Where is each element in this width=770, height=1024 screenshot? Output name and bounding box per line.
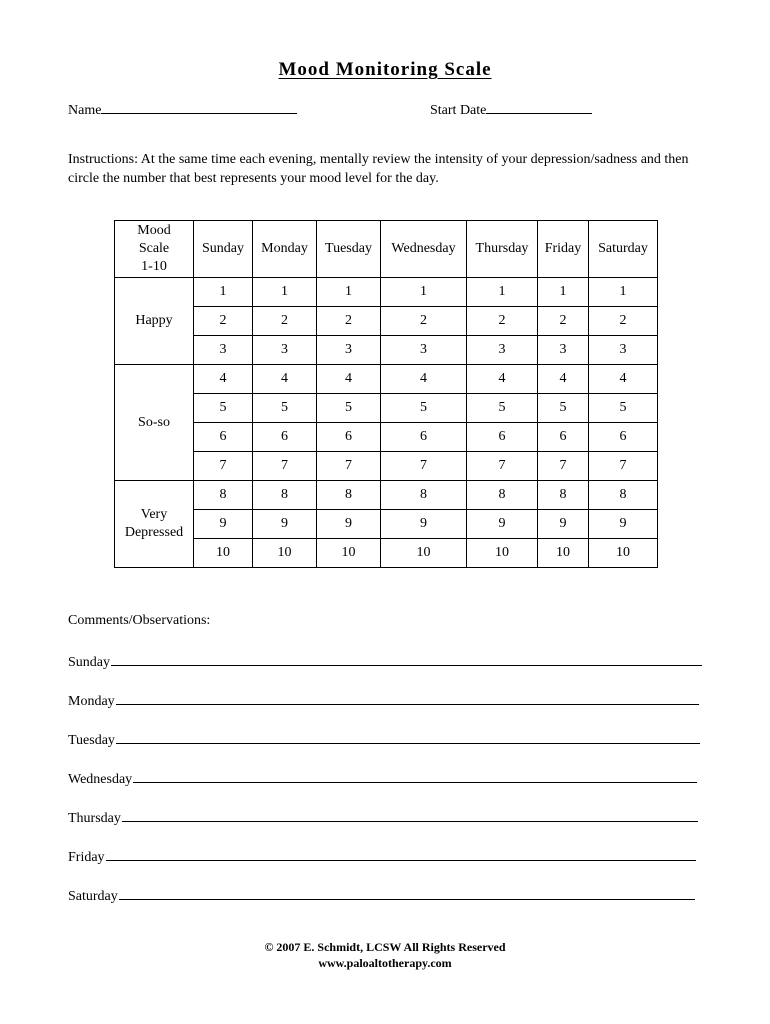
- name-label: Name: [68, 103, 102, 118]
- day-header-tuesday: Tuesday: [317, 221, 381, 278]
- mood-level-cell[interactable]: 4: [317, 365, 381, 394]
- table-body: [115, 278, 658, 568]
- table-row: [115, 539, 658, 568]
- mood-level-cell[interactable]: 2: [194, 307, 253, 336]
- mood-level-cell[interactable]: 7: [194, 452, 253, 481]
- mood-level-cell[interactable]: 3: [381, 336, 467, 365]
- comments-heading: Comments/Observations:: [68, 613, 211, 628]
- start-date-blank[interactable]: [486, 101, 592, 114]
- mood-level-cell[interactable]: 4: [538, 365, 589, 394]
- mood-level-cell[interactable]: 10: [317, 539, 381, 568]
- mood-level-cell[interactable]: 3: [194, 336, 253, 365]
- table-row: [115, 481, 658, 510]
- mood-level-cell[interactable]: 10: [467, 539, 538, 568]
- mood-level-cell[interactable]: 5: [317, 394, 381, 423]
- mood-level-cell[interactable]: 1: [589, 278, 658, 307]
- mood-level-cell[interactable]: 7: [467, 452, 538, 481]
- comment-blank[interactable]: [133, 769, 697, 783]
- mood-level-cell[interactable]: 2: [253, 307, 317, 336]
- mood-level-cell[interactable]: 2: [467, 307, 538, 336]
- mood-level-cell[interactable]: 2: [317, 307, 381, 336]
- mood-level-cell[interactable]: 1: [317, 278, 381, 307]
- mood-scale-header-line: 1-10: [141, 259, 167, 274]
- mood-group-label-line: So-so: [138, 414, 170, 430]
- mood-level-cell[interactable]: 2: [381, 307, 467, 336]
- website-text: www.paloaltotherapy.com: [318, 956, 452, 970]
- day-header-thursday: Thursday: [467, 221, 538, 278]
- mood-level-cell[interactable]: 1: [253, 278, 317, 307]
- mood-level-cell[interactable]: 9: [253, 510, 317, 539]
- table-row: [115, 336, 658, 365]
- mood-scale-header: [115, 221, 194, 278]
- table-row: [115, 278, 658, 307]
- mood-level-cell[interactable]: 10: [253, 539, 317, 568]
- mood-level-cell[interactable]: 6: [381, 423, 467, 452]
- copyright-text: © 2007 E. Schmidt, LCSW All Rights Reserved: [264, 940, 506, 954]
- comment-line-thursday[interactable]: [68, 808, 698, 827]
- mood-group-label: [115, 365, 194, 481]
- mood-group-label-line: Happy: [135, 313, 173, 328]
- table-header-row: [115, 221, 658, 278]
- table-row: [115, 510, 658, 539]
- mood-level-cell[interactable]: 6: [467, 423, 538, 452]
- comment-blank[interactable]: [119, 886, 695, 900]
- day-header-wednesday: Wednesday: [381, 221, 467, 278]
- mood-level-cell[interactable]: 5: [589, 394, 658, 423]
- mood-level-cell[interactable]: 7: [381, 452, 467, 481]
- name-field[interactable]: [68, 101, 297, 119]
- mood-level-cell[interactable]: 10: [589, 539, 658, 568]
- instructions-text: Instructions: At the same time each evening, mentally review the intensity of your depression/sadness and then circle the number that best represents your mood level for the day.: [68, 152, 689, 186]
- mood-level-cell[interactable]: 4: [381, 365, 467, 394]
- mood-level-cell[interactable]: 4: [194, 365, 253, 394]
- mood-level-cell[interactable]: 5: [194, 394, 253, 423]
- mood-level-cell[interactable]: 4: [253, 365, 317, 394]
- mood-level-cell[interactable]: 7: [589, 452, 658, 481]
- mood-level-cell[interactable]: 7: [317, 452, 381, 481]
- page-title: Mood Monitoring Scale: [278, 59, 492, 80]
- comment-line-sunday[interactable]: [68, 652, 702, 671]
- mood-level-cell[interactable]: 2: [538, 307, 589, 336]
- mood-level-cell[interactable]: 5: [538, 394, 589, 423]
- day-header-sunday: Sunday: [194, 221, 253, 278]
- mood-level-cell[interactable]: 8: [381, 481, 467, 510]
- mood-level-cell[interactable]: 9: [317, 510, 381, 539]
- mood-level-cell[interactable]: 10: [381, 539, 467, 568]
- mood-level-cell[interactable]: 4: [467, 365, 538, 394]
- mood-level-cell[interactable]: 3: [467, 336, 538, 365]
- day-header-saturday: Saturday: [589, 221, 658, 278]
- mood-level-cell[interactable]: 1: [194, 278, 253, 307]
- mood-level-cell[interactable]: 2: [589, 307, 658, 336]
- comment-day-label: Wednesday: [68, 772, 133, 787]
- comment-blank[interactable]: [122, 808, 698, 822]
- mood-level-cell[interactable]: 10: [194, 539, 253, 568]
- mood-level-cell[interactable]: 10: [538, 539, 589, 568]
- table-row: [115, 307, 658, 336]
- mood-level-cell[interactable]: 6: [317, 423, 381, 452]
- start-date-label: Start Date: [430, 103, 487, 118]
- footer: [0, 939, 770, 971]
- comment-day-label: Friday: [68, 850, 105, 865]
- comment-line-monday[interactable]: [68, 691, 699, 710]
- comment-blank[interactable]: [111, 652, 702, 666]
- mood-level-cell[interactable]: 9: [538, 510, 589, 539]
- mood-level-cell[interactable]: 3: [538, 336, 589, 365]
- mood-level-cell[interactable]: 7: [253, 452, 317, 481]
- mood-level-cell[interactable]: 1: [381, 278, 467, 307]
- table-row: [115, 423, 658, 452]
- name-blank[interactable]: [101, 101, 297, 114]
- mood-level-cell[interactable]: 5: [253, 394, 317, 423]
- mood-level-cell[interactable]: 8: [589, 481, 658, 510]
- comment-blank[interactable]: [116, 730, 700, 744]
- mood-scale-header-line: Mood: [137, 223, 171, 238]
- mood-level-cell[interactable]: 3: [317, 336, 381, 365]
- comment-day-label: Monday: [68, 694, 115, 709]
- day-header-friday: Friday: [538, 221, 589, 278]
- comment-line-saturday[interactable]: [68, 886, 695, 905]
- mood-group-label-line: Depressed: [124, 525, 184, 540]
- comment-day-label: Tuesday: [68, 733, 115, 748]
- start-date-field[interactable]: [430, 101, 592, 119]
- mood-level-cell[interactable]: 4: [589, 365, 658, 394]
- mood-level-cell[interactable]: 8: [317, 481, 381, 510]
- mood-level-cell[interactable]: 8: [538, 481, 589, 510]
- mood-level-cell[interactable]: 5: [467, 394, 538, 423]
- table-row: [115, 452, 658, 481]
- mood-level-cell[interactable]: 5: [381, 394, 467, 423]
- mood-level-cell[interactable]: 6: [538, 423, 589, 452]
- mood-level-cell[interactable]: 6: [253, 423, 317, 452]
- mood-level-cell[interactable]: 9: [381, 510, 467, 539]
- mood-group-label-line: Very: [140, 507, 168, 522]
- mood-level-cell[interactable]: 9: [467, 510, 538, 539]
- comment-day-label: Sunday: [68, 655, 110, 670]
- mood-group-label: [115, 278, 194, 365]
- comment-day-label: Saturday: [68, 889, 118, 904]
- mood-level-cell[interactable]: 9: [194, 510, 253, 539]
- mood-scale-header-line: Scale: [138, 241, 170, 256]
- mood-level-cell[interactable]: 1: [538, 278, 589, 307]
- comment-line-tuesday[interactable]: [68, 730, 700, 749]
- mood-level-cell[interactable]: 8: [467, 481, 538, 510]
- mood-level-cell[interactable]: 3: [589, 336, 658, 365]
- mood-level-cell[interactable]: 6: [589, 423, 658, 452]
- mood-level-cell[interactable]: 8: [253, 481, 317, 510]
- comment-blank[interactable]: [116, 691, 699, 705]
- mood-level-cell[interactable]: 1: [467, 278, 538, 307]
- comment-line-wednesday[interactable]: [68, 769, 697, 788]
- comment-line-friday[interactable]: [68, 847, 696, 866]
- mood-scale-table: [114, 220, 658, 568]
- comment-day-label: Thursday: [68, 811, 121, 826]
- mood-level-cell[interactable]: 9: [589, 510, 658, 539]
- day-header-monday: Monday: [253, 221, 317, 278]
- table-row: [115, 365, 658, 394]
- mood-level-cell[interactable]: 8: [194, 481, 253, 510]
- mood-group-label: [115, 481, 194, 568]
- mood-level-cell[interactable]: 6: [194, 423, 253, 452]
- mood-level-cell[interactable]: 7: [538, 452, 589, 481]
- comment-blank[interactable]: [106, 847, 696, 861]
- table-row: [115, 394, 658, 423]
- mood-level-cell[interactable]: 3: [253, 336, 317, 365]
